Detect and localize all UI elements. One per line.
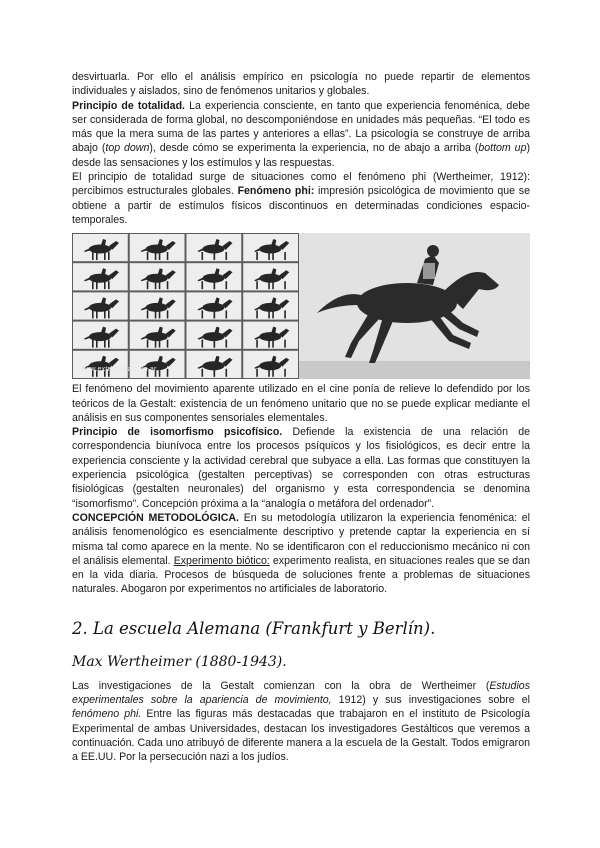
phi-term: fenómeno phi. — [72, 708, 142, 721]
horse-sequence-image — [72, 233, 299, 379]
horse-sequence-drawing — [72, 233, 299, 379]
watermark: www.extremista.com.ar — [80, 365, 157, 373]
phi-text-b: impresión psicológica de movimiento que se obtiene a partir de estímulos físicos discontinuos en determinadas condiciones espacio-temporales. — [72, 185, 530, 226]
metodologia-text-a: En su metodología utilizaron la experiencia fenoménica: el análisis fenomenológico es esencialmente descriptivo y pretende captar la experiencia en sí misma tal como aparece en la mente. No se identificaron con el reduccionismo mecánico ni con el análisis elemental. — [72, 511, 530, 567]
term-top-down: top down — [105, 142, 150, 155]
heading-phi: Fenómeno phi: — [237, 185, 315, 198]
heading-metodologia: CONCEPCIÓN METODOLÓGICA. — [72, 511, 239, 524]
term-bottom-up: bottom up — [478, 142, 527, 155]
work-title: Estudios experimentales sobre la apariencia de movimiento, — [72, 679, 530, 707]
figure-horses — [72, 233, 530, 379]
heading-isomorfismo: Principio de isomorfismo psicofísico. — [72, 426, 283, 439]
wertheimer-text-a: Las investigaciones de la Gestalt comienzan con la obra de Wertheimer ( — [72, 679, 490, 692]
paragraph-phi — [72, 170, 530, 227]
paragraph-totalidad — [72, 99, 530, 170]
paragraph-isomorfismo — [72, 425, 530, 511]
paragraph-intro — [72, 70, 530, 99]
paragraph-figure-caption — [72, 382, 530, 425]
subsection-title: Max Wertheimer (1880-1943). — [72, 653, 287, 670]
figure-text: El fenómeno del movimiento aparente utilizado en el cine ponía de relieve lo defendido por los teóricos de la Gestalt: existencia de un fenómeno unitario que no se puede explicar mediante el análisis en sus componentes sensoriales elementales. — [72, 383, 530, 424]
intro-text: desvirtuarla. Por ello el análisis empírico en psicología no puede repartir de elementos individuales y aislados, sino de fenómenos unitarios y globales. — [72, 71, 530, 98]
totalidad-text-a: La experiencia consciente, en tanto que experiencia fenoménica, debe ser considerada de forma global, no descomponiéndose en unidades más pequeñas. “El todo es más que la mera suma de las partes y anteriores a ellas”. La psicología se construye de arriba abajo ( — [72, 99, 531, 155]
totalidad-text-c: ) desde las sensaciones y los estímulos y las respuestas. — [72, 142, 530, 169]
galloping-horse-drawing — [299, 233, 530, 379]
wertheimer-text-c: Entre las figuras más destacadas que trabajaron en el instituto de Psicología Experimental de ambas Universidades, destacan los investigadores Gestálticos que veremos a continuación. Cada uno atribuyó de diferente manera a la escuela de la Gestalt. Todos emigraron a EE.UU. Por la persecución nazi a los judíos. — [72, 708, 530, 764]
metodologia-text-b: experimento realista, en situaciones reales que se dan en la vida diaria. Procesos de búsqueda de soluciones frente a problemas de situaciones naturales. Abogaron por experimentos no artificiales de laboratorio. — [72, 554, 530, 596]
galloping-horse-image — [299, 233, 530, 379]
heading-totalidad: Principio de totalidad. — [72, 99, 185, 112]
phi-text-a: El principio de totalidad surge de situaciones como el fenómeno phi (Wertheimer, 1912): percibimos estructurales globales. — [72, 171, 530, 198]
wertheimer-text-b: 1912) y sus investigaciones sobre el — [331, 694, 530, 707]
paragraph-metodologia — [72, 511, 530, 597]
totalidad-text-b: ), desde cómo se experimenta la experiencia, no de abajo a arriba ( — [149, 142, 479, 155]
isomorfismo-text: Defiende la existencia de una relación de correspondencia biunívoca entre los procesos psíquicos y los fisiológicos, es decir entre la experiencia consciente y la actividad cerebral que subyace a ella. Las formas que constituyen la experiencia psicológica (gestalten perceptivas) se corresponden con otras estructuras fisiológicas (gestalten neuronales) del organismo y esta correspondencia se denomina “isomorfismo”. Concepción próxima a la “analogía o metáfora del ordenador”. — [72, 426, 530, 510]
paragraph-wertheimer — [72, 679, 530, 765]
section-title: 2. La escuela Alemana (Frankfurt y Berlín). — [72, 618, 436, 638]
document-page — [72, 70, 530, 765]
experimento-biotico-term: Experimento biótico: — [173, 554, 270, 567]
